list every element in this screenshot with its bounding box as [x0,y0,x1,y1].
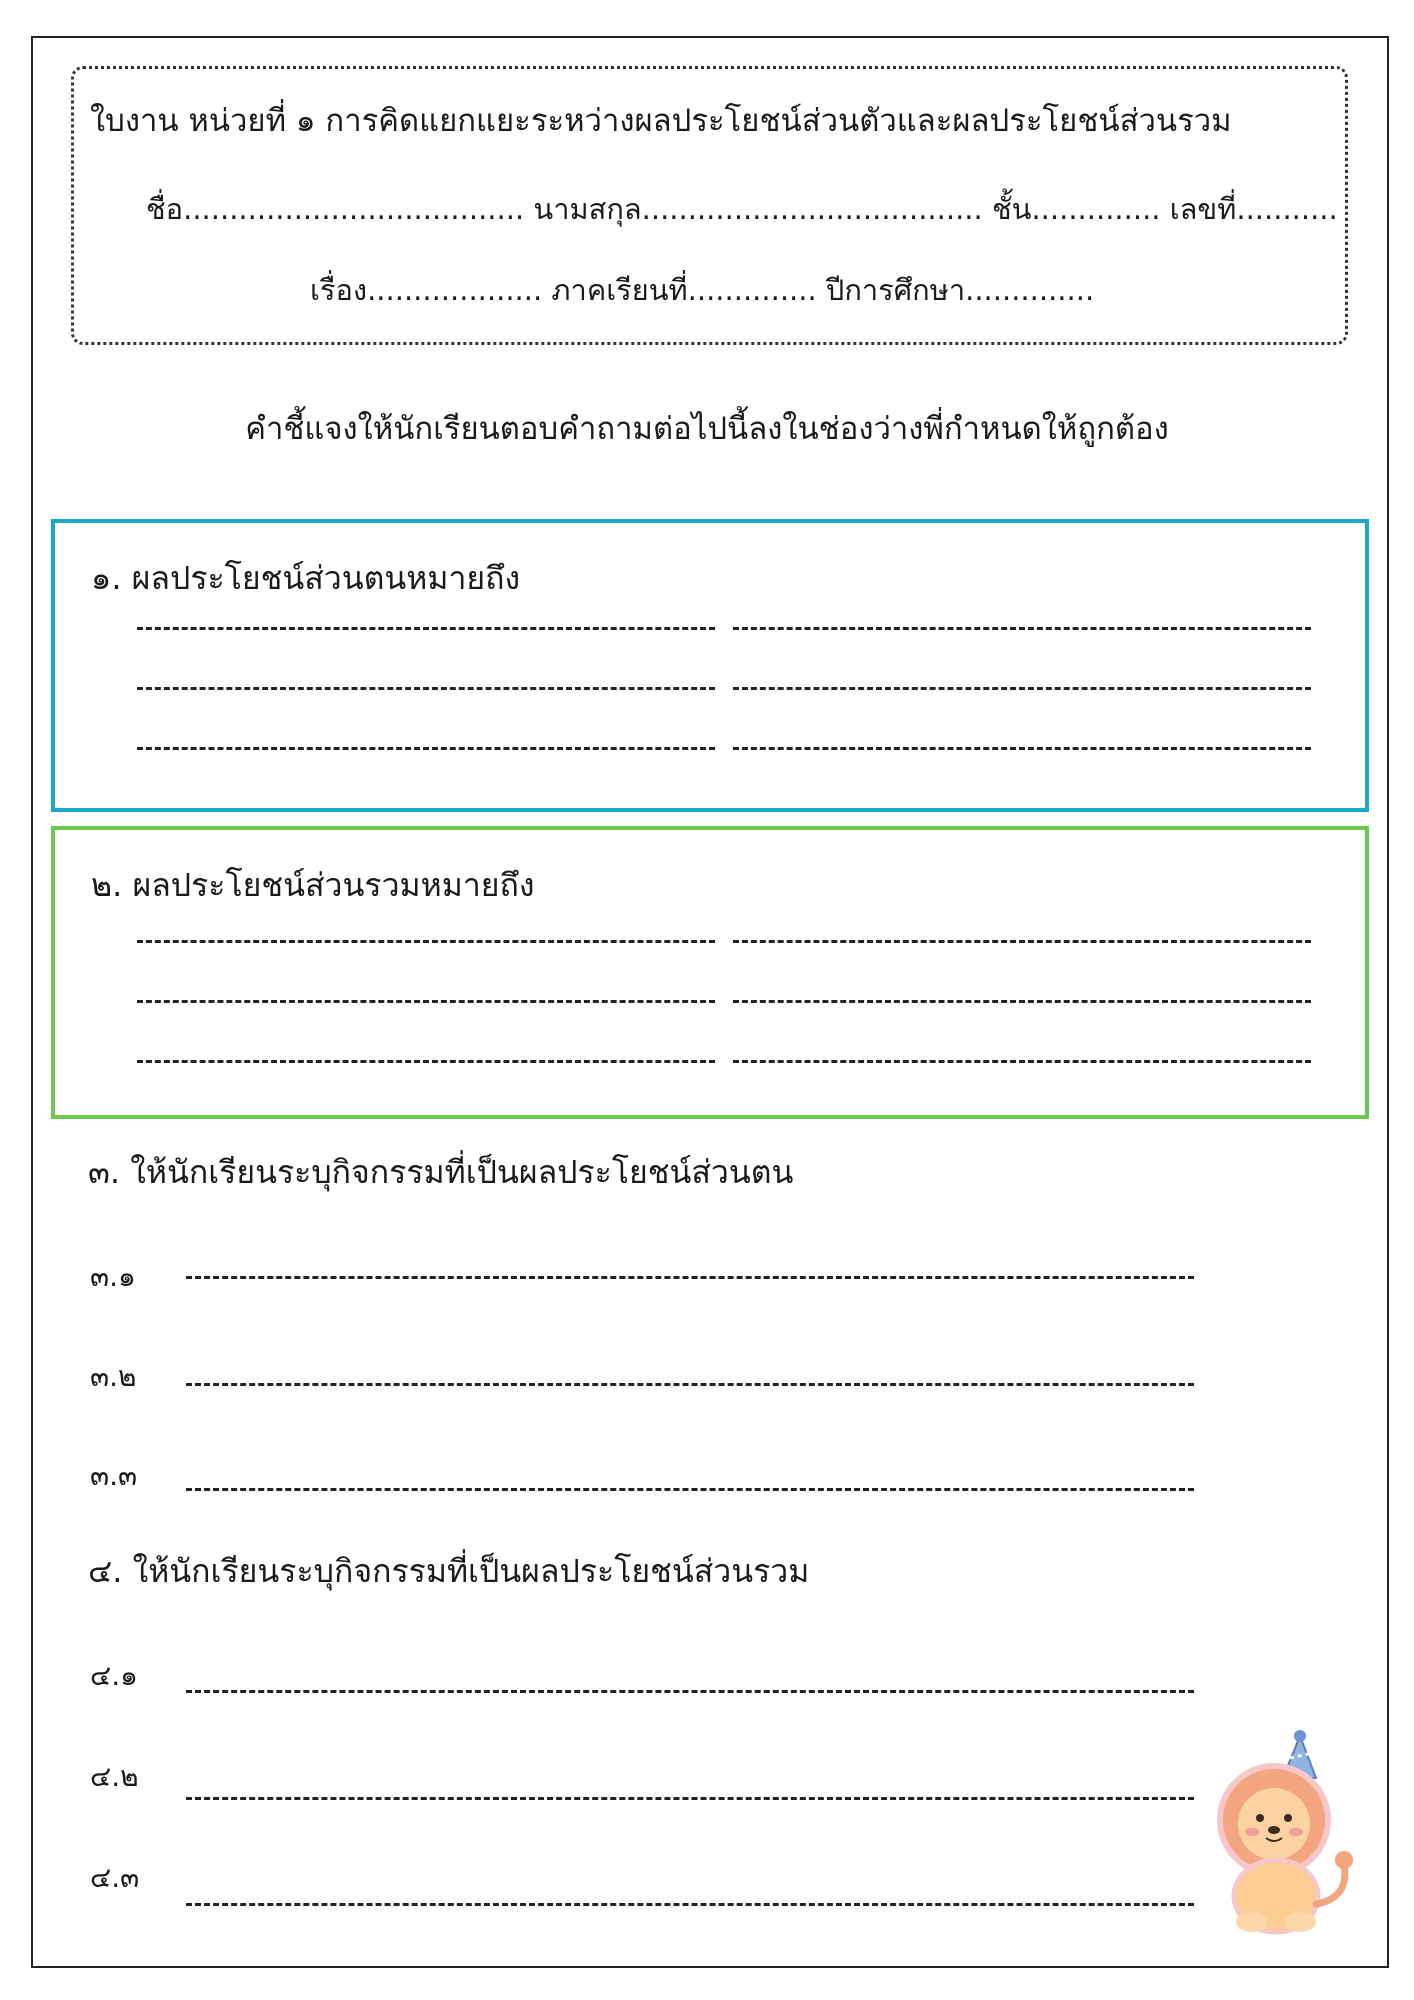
question-4-2-label: ๔.๒ [90,1760,139,1793]
answer-line[interactable] [733,1060,1311,1063]
answer-line[interactable] [733,627,1311,630]
answer-line[interactable] [137,687,715,690]
lion-with-party-hat-icon [1212,1728,1372,1938]
question-3-2-label: ๓.๒ [90,1360,137,1393]
answer-line-4-3[interactable] [186,1903,1194,1906]
answer-line-3-1[interactable] [186,1276,1194,1279]
question-1-box [51,519,1369,812]
answer-line-4-2[interactable] [186,1797,1194,1800]
answer-line-3-2[interactable] [186,1383,1194,1386]
question-3-3-label: ๓.๓ [90,1459,138,1492]
topic-term-fields[interactable]: เรื่อง................... ภาคเรียนที่.............. ปีการศึกษา.............. [310,273,1095,307]
answer-line[interactable] [137,1000,715,1003]
answer-line-4-1[interactable] [186,1690,1194,1693]
question-2-box [51,826,1369,1119]
answer-line[interactable] [733,747,1311,750]
question-1-label: ๑. ผลประโยชน์ส่วนตนหมายถึง [91,559,521,597]
worksheet-header [71,66,1348,345]
student-name-fields[interactable]: ชื่อ..................................... นามสกุล..................................... ชั้น.............. เลขที่........... [146,192,1338,226]
answer-line[interactable] [137,1060,715,1063]
answer-line[interactable] [733,1000,1311,1003]
worksheet-title: ใบงาน หน่วยที่ ๑ การคิดแยกแยะระหว่างผลประโยชน์ส่วนตัวและผลประโยชน์ส่วนรวม [90,103,1232,139]
question-3-label: ๓. ให้นักเรียนระบุกิจกรรมที่เป็นผลประโยชน์ส่วนตน [88,1153,794,1191]
answer-line[interactable] [137,940,715,943]
question-3-1-label: ๓.๑ [90,1260,136,1293]
question-4-1-label: ๔.๑ [90,1659,138,1692]
answer-line[interactable] [733,687,1311,690]
instruction-text: คำชี้แจงให้นักเรียนตอบคำถามต่อไปนี้ลงในช่องว่างพี่กำหนดให้ถูกต้อง [245,411,1169,447]
answer-line[interactable] [137,747,715,750]
answer-line-3-3[interactable] [186,1488,1194,1491]
question-4-label: ๔. ให้นักเรียนระบุกิจกรรมที่เป็นผลประโยชน์ส่วนรวม [88,1552,810,1590]
answer-line[interactable] [137,627,715,630]
question-2-label: ๒. ผลประโยชน์ส่วนรวมหมายถึง [91,866,535,904]
question-4-3-label: ๔.๓ [90,1861,140,1894]
answer-line[interactable] [733,940,1311,943]
